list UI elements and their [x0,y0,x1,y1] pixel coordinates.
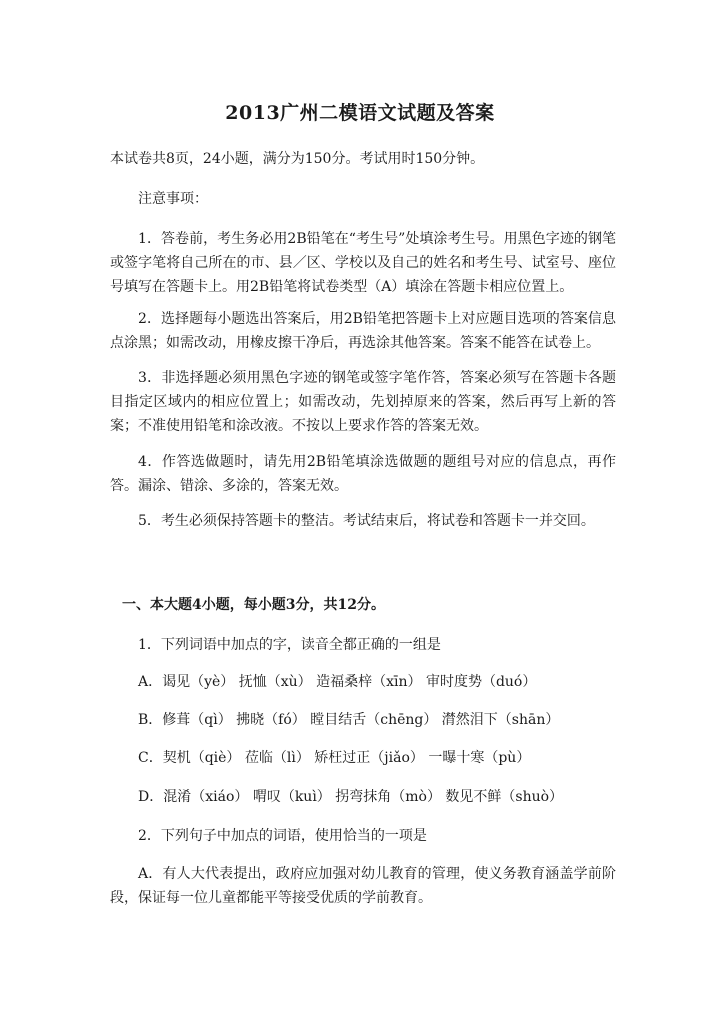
notice-item-4: 4．作答选做题时，请先用2B铅笔填涂选做题的题组号对应的信息点，再作答。漏涂、错涂、多涂的，答案无效。 [110,454,616,494]
notice-item-3: 3．非选择题必须用黑色字迹的钢笔或签字笔作答，答案必须写在答题卡各题目指定区域内的相应位置上；如需改动，先划掉原来的答案，然后再写上新的答案；不准使用铅笔和涂改液。不按以上要求作答的答案无效。 [110,370,616,434]
question-1-option-c: C．契机（qiè） 莅临（lì） 矫枉过正（jiǎo） 一曝十寒（pù） [138,750,531,766]
notice-item-5: 5．考生必须保持答题卡的整洁。考试结束后，将试卷和答题卡一并交回。 [138,513,595,529]
section-1-heading: 一、本大题4小题，每小题3分，共12分。 [122,597,385,613]
page-title: 2013广州二模语文试题及答案 [225,102,495,124]
question-2-option-a: A．有人大代表提出，政府应加强对幼儿教育的管理，使义务教育涵盖学前阶段，保证每一位儿童都能平等接受优质的学前教育。 [110,866,616,906]
question-1-stem: 1．下列词语中加点的字，读音全都正确的一组是 [138,637,441,653]
intro-paragraph: 本试卷共8页，24小题，满分为150分。考试用时150分钟。 [110,151,485,167]
notice-item-2: 2．选择题每小题选出答案后，用2B铅笔把答题卡上对应题目选项的答案信息点涂黑；如需改动，用橡皮擦干净后，再选涂其他答案。答案不能答在试卷上。 [110,311,616,351]
question-1-option-d: D．混淆（xiáo） 喟叹（kuì） 拐弯抹角（mò） 数见不鲜（shuò） [138,789,564,805]
notice-item-1: 1．答卷前，考生务必用2B铅笔在“考生号”处填涂考生号。用黑色字迹的钢笔或签字笔将自己所在的市、县／区、学校以及自己的姓名和考生号、试室号、座位号填写在答题卡上。用2B铅笔将试卷类型（A）填涂在答题卡相应位置上。 [110,231,616,295]
question-1-option-a: A．谒见（yè） 抚恤（xù） 造福桑梓（xīn） 审时度势（duó） [138,674,537,690]
question-1-option-b: B．修葺（qì） 拂晓（fó） 瞠目结舌（chēng） 潸然泪下（shān） [138,712,560,728]
question-2-stem: 2．下列句子中加点的词语，使用恰当的一项是 [138,828,427,844]
notice-heading: 注意事项： [138,191,208,207]
